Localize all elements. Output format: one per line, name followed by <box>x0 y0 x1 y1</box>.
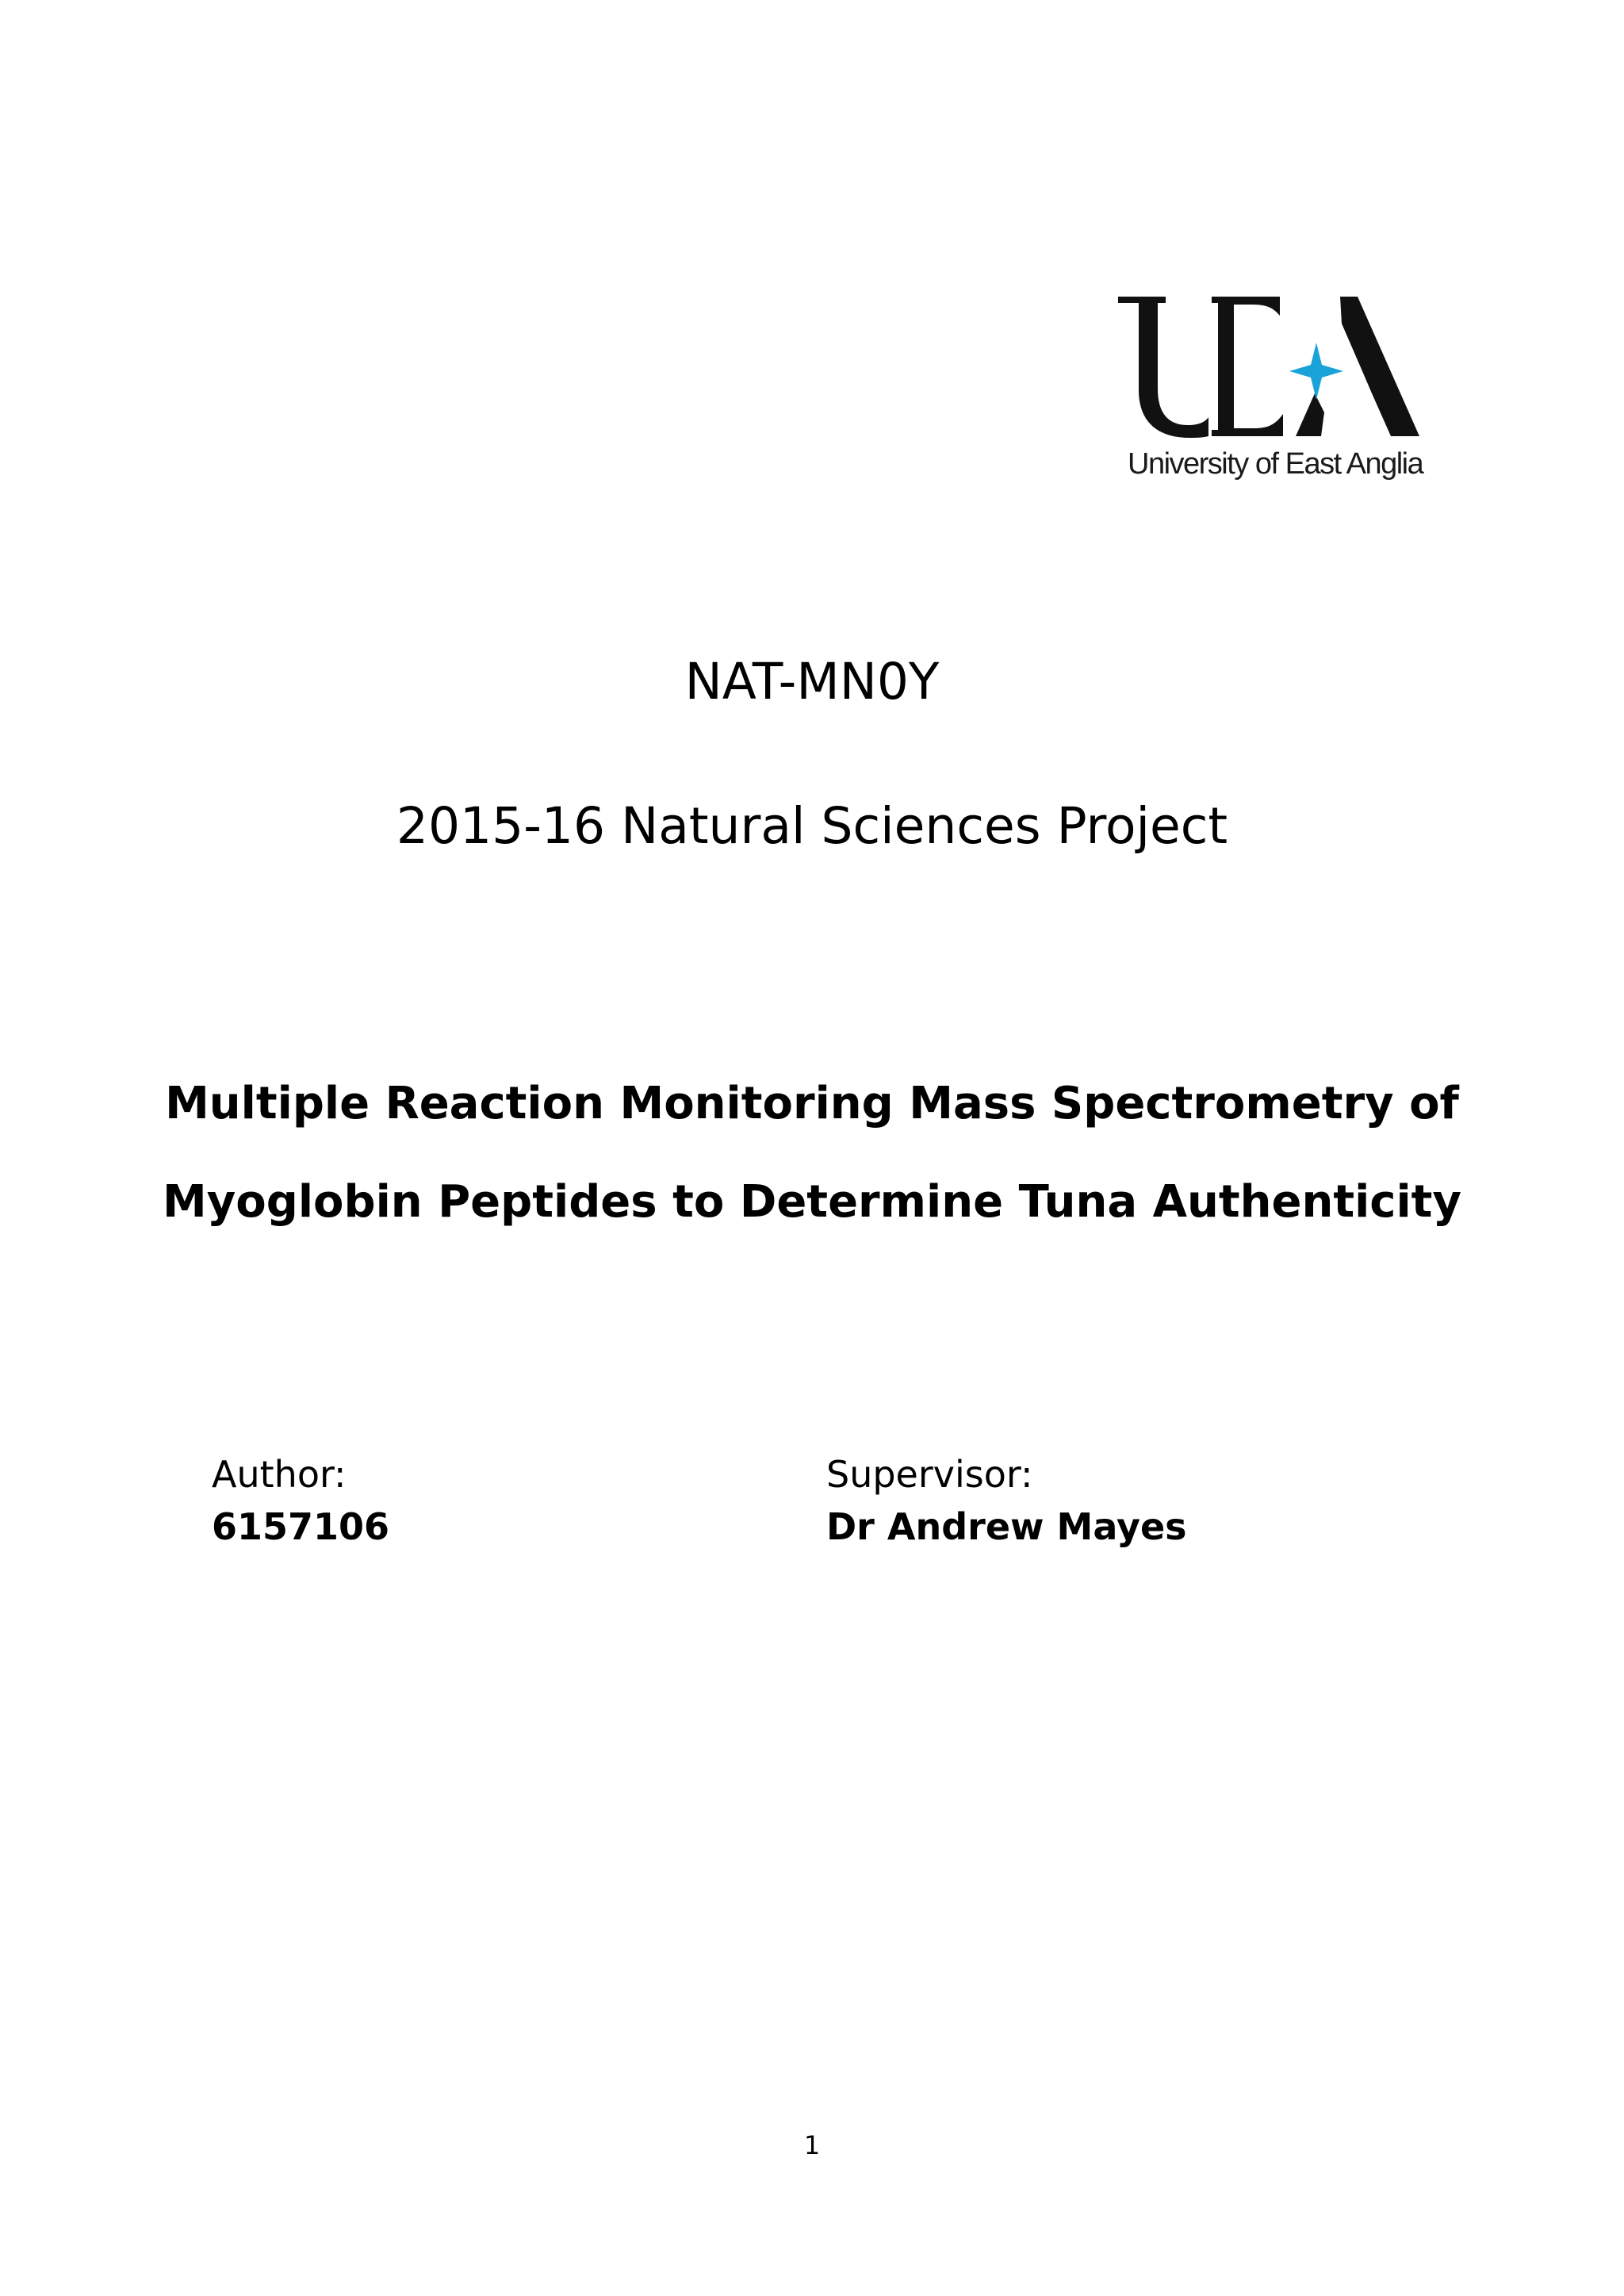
uea-logo <box>1110 295 1427 485</box>
supervisor-label: Supervisor: <box>826 1453 1033 1496</box>
supervisor-block <box>826 1448 1187 1553</box>
course-code: NAT-MN0Y <box>684 653 940 711</box>
author-label: Author: <box>212 1453 347 1496</box>
page-number: 1 <box>803 2130 821 2160</box>
uea-logo-mark <box>1116 295 1421 438</box>
project-line: 2015-16 Natural Sciences Project <box>396 797 1228 855</box>
supervisor-name: Dr Andrew Mayes <box>826 1505 1187 1548</box>
thesis-title-line-2: Myoglobin Peptides to Determine Tuna Authenticity <box>163 1176 1461 1228</box>
thesis-title-line-1: Multiple Reaction Monitoring Mass Spectrometry of <box>165 1078 1459 1129</box>
logo-letter-u <box>1118 297 1208 438</box>
author-block <box>212 1448 389 1553</box>
logo-letter-a <box>1340 297 1419 436</box>
logo-letter-a-left <box>1296 393 1324 436</box>
logo-star-icon <box>1289 343 1343 400</box>
thesis-title <box>0 1055 1624 1251</box>
logo-institution-name: University of East Anglia <box>1128 447 1423 481</box>
logo-letter-e <box>1212 297 1283 436</box>
author-id: 6157106 <box>212 1505 390 1548</box>
